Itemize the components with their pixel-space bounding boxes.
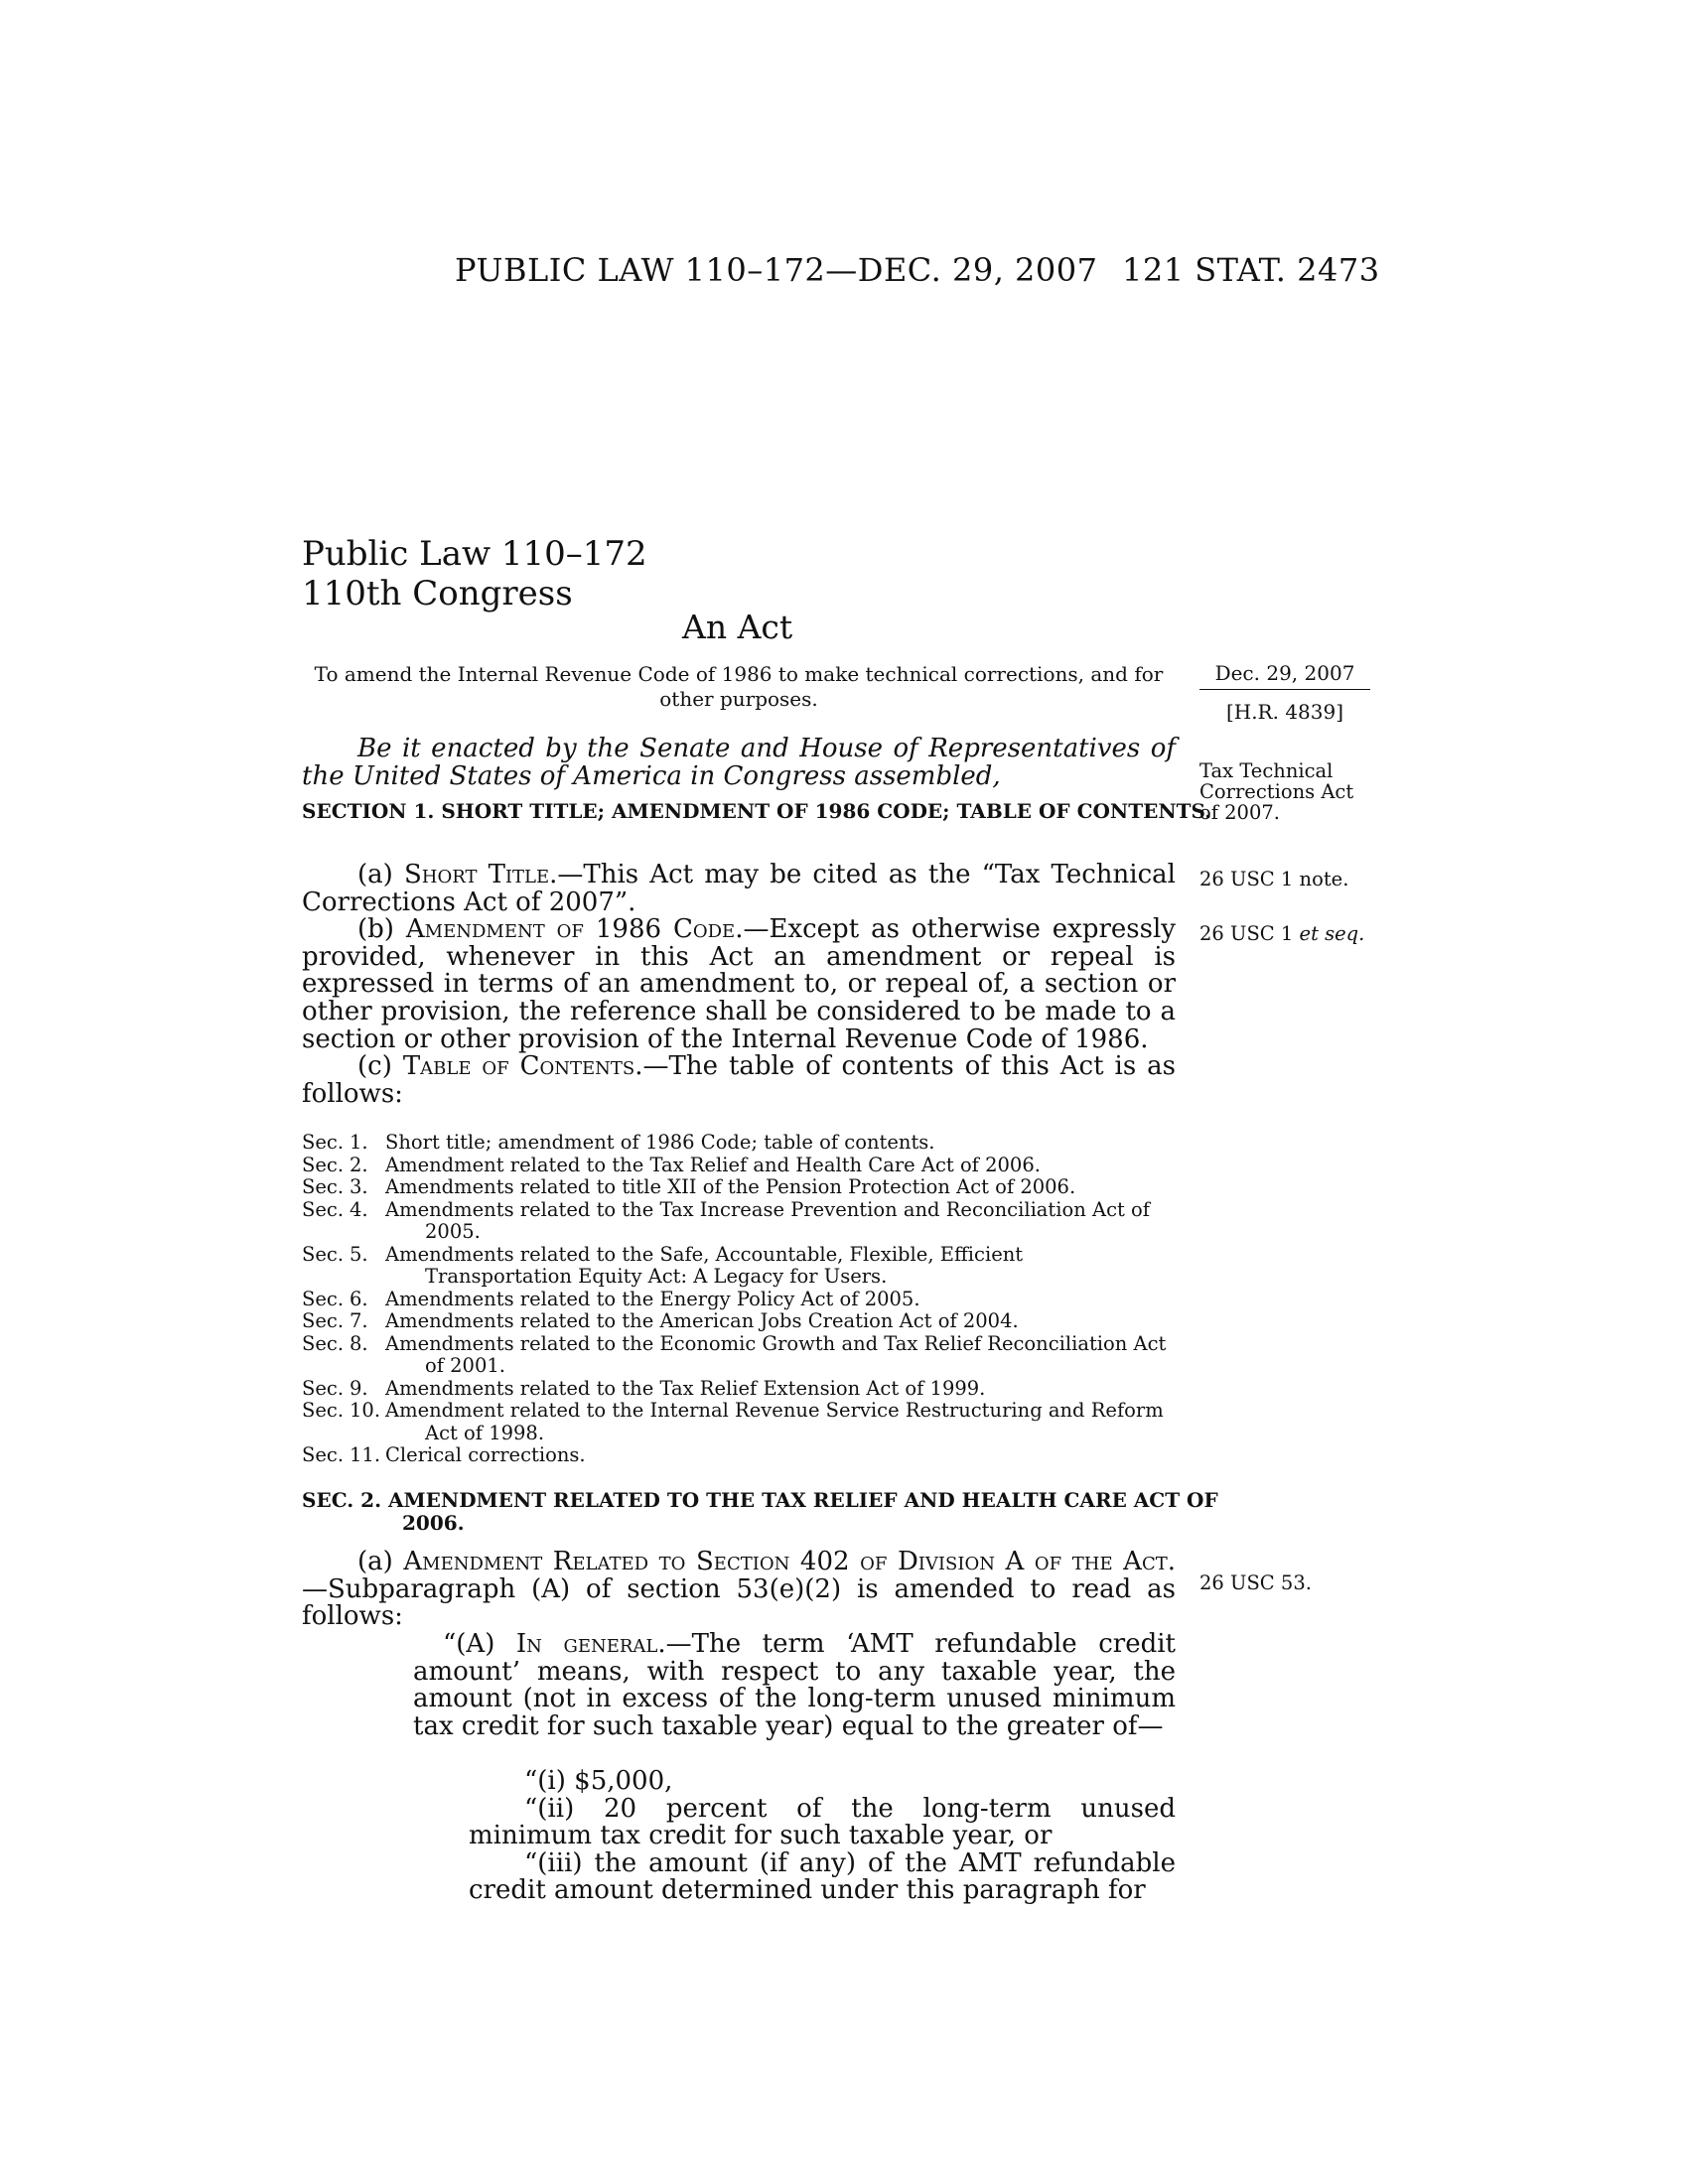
clause-iii: “(iii) the amount (if any) of the AMT refundable credit amount determined under this paragraph for [469, 1847, 1176, 1906]
toc-entry: Sec. 11. Clerical corrections. [302, 1443, 586, 1466]
usc-note-c: 26 USC 53. [1199, 1571, 1312, 1594]
enacting-clause: Be it enacted by the Senate and House of Representatives of the United States of America in Congress assembled, [302, 734, 1176, 791]
running-title: PUBLIC LAW 110–172—DEC. 29, 2007 [455, 251, 1098, 289]
toc-entry: Sec. 10. Amendment related to the Internal Revenue Service Restructuring and Reform Act of 1998. [302, 1399, 1164, 1444]
clause-i: “(i) $5,000, [524, 1766, 673, 1796]
section-1-heading: SECTION 1. SHORT TITLE; AMENDMENT OF 1986 CODE; TABLE OF CONTENTS. [302, 799, 1212, 823]
toc-entry: Sec. 1. Short title; amendment of 1986 Code; table of contents. [302, 1131, 935, 1154]
bill-number: [H.R. 4839] [1225, 700, 1344, 724]
section-1-body [302, 862, 1176, 1108]
quoted-clauses [469, 1768, 1176, 1905]
public-law-number: Public Law 110–172 [302, 534, 647, 574]
clause-ii: “(ii) 20 percent of the long-term unused minimum tax credit for such taxable year, or [469, 1793, 1176, 1851]
toc-entry: Sec. 2. Amendment related to the Tax Relief and Health Care Act of 2006. [302, 1153, 1041, 1176]
subparagraph-caption: In general [515, 1629, 658, 1659]
toc-entry: Sec. 3. Amendments related to title XII of the Pension Protection Act of 2006. [302, 1175, 1076, 1198]
et-seq-italic: et seq. [1299, 922, 1365, 945]
margin-note-line: Corrections Act [1199, 780, 1354, 803]
toc-entry: Sec. 4. Amendments related to the Tax Increase Prevention and Reconciliation Act of 2005. [302, 1197, 1151, 1243]
toc-entry: Sec. 5. Amendments related to the Safe, Accountable, Flexible, Efficient Transportation Equity Act: A Legacy for Users. [302, 1242, 1024, 1288]
act-heading: An Act [682, 608, 793, 646]
subsection-caption: Amendment Related to Section 402 of Division A of the Act [403, 1547, 1168, 1576]
congress-number: 110th Congress [302, 574, 573, 614]
table-of-contents [302, 1132, 1176, 1467]
section-2-heading: SEC. 2. AMENDMENT RELATED TO THE TAX RELIEF AND HEALTH CARE ACT OF 2006. [302, 1488, 1218, 1535]
enactment-date: Dec. 29, 2007 [1199, 662, 1370, 690]
act-purpose: To amend the Internal Revenue Code of 1986 to make technical corrections, and for other purposes. [314, 662, 1164, 711]
margin-note-line: Tax Technical [1199, 759, 1334, 782]
margin-note-line: of 2007. [1199, 801, 1280, 824]
stat-reference: 121 STAT. 2473 [1122, 251, 1380, 289]
toc-entry: Sec. 9. Amendments related to the Tax Relief Extension Act of 1999. [302, 1376, 986, 1400]
toc-entry: Sec. 7. Amendments related to the American Jobs Creation Act of 2004. [302, 1309, 1019, 1332]
subsection-a: (a) Short Title.—This Act may be cited as the “Tax Technical Corrections Act of 2007”. [302, 860, 1176, 917]
quoted-subparagraph-body: “(A) In general.—The term ‘AMT refundable credit amount’ means, with respect to any taxable year, the amount (not in excess of the long-term unused minimum tax credit for such taxable year) equal to the greater of— [413, 1629, 1176, 1741]
subsection-c: (c) Table of Contents.—The table of contents of this Act is as follows: [302, 1051, 1176, 1109]
toc-entry: Sec. 6. Amendments related to the Energy Policy Act of 2005. [302, 1287, 920, 1310]
subsection-caption: Table of Contents [402, 1051, 635, 1082]
usc-note-b: 26 USC 1 et seq. [1199, 922, 1365, 945]
subsection-caption: Amendment of 1986 Code [405, 914, 736, 945]
usc-note-a: 26 USC 1 note. [1199, 868, 1349, 890]
subsection-caption: Short Title [403, 860, 550, 889]
toc-entry: Sec. 8. Amendments related to the Economic Growth and Tax Relief Reconciliation Act of 2001. [302, 1331, 1167, 1377]
section-2-subsection-a: (a) Amendment Related to Section 402 of Division A of the Act.—Subparagraph (A) of section 53(e)(2) is amended to read as follows: [302, 1547, 1176, 1632]
subsection-b: (b) Amendment of 1986 Code.—Except as otherwise expressly provided, whenever in this Act an amendment or repeal is expressed in terms of an amendment to, or repeal of, a section or other provision, the reference shall be considered to be made to a section or other provision of the Internal Revenue Code of 1986. [302, 914, 1176, 1054]
